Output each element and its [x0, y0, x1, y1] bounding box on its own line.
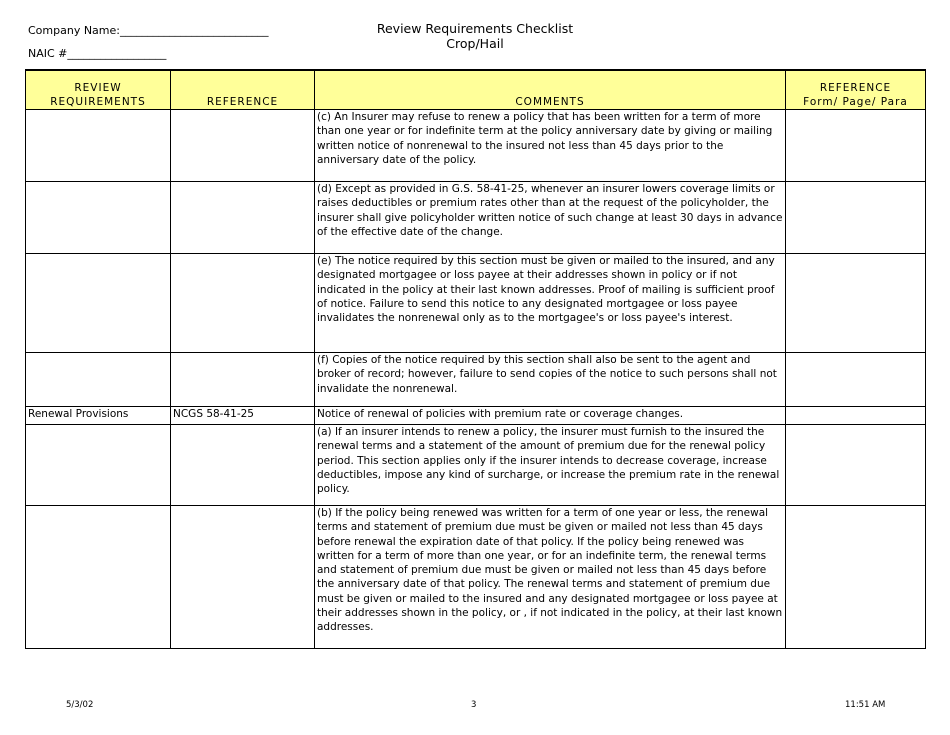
- comments-cell: (f) Copies of the notice required by this section shall also be sent to the agent and broker of record; however, failure to send copies of the notice to such persons shall not invalidate the nonrenewal.: [315, 353, 786, 407]
- reference-cell: [171, 353, 315, 407]
- form-cell: [786, 506, 926, 649]
- footer-time: 11:51 AM: [845, 700, 886, 710]
- table-row: [26, 254, 926, 353]
- footer-date: 5/3/02: [66, 700, 94, 710]
- header-review-line2: REQUIREMENTS: [50, 96, 146, 108]
- comments-cell: (a) If an insurer intends to renew a policy, the insurer must furnish to the insured the renewal terms and a statement of the amount of premium due for the renewal policy period. This section applies only if the insurer intends to decrease coverage, increase deductibles, impose any kind of surcharge, or increase the premium rate in the renewal policy.: [315, 425, 786, 506]
- table-row: [26, 506, 926, 649]
- comments-cell: (c) An Insurer may refuse to renew a policy that has been written for a term of more than one year or for indefinite term at the policy anniversary date by giving or mailing written notice of nonrenewal to the insured not less than 45 days prior to the anniversary date of the policy.: [315, 110, 786, 182]
- reference-cell: [171, 506, 315, 649]
- comments-cell: (e) The notice required by this section must be given or mailed to the insured, and any designated mortgagee or loss payee at their addresses shown in policy or if not indicated in the policy at their last known addresses. Proof of mailing is sufficient proof of notice. Failure to send this notice to any designated mortgagee or loss payee invalidates the nonrenewal only as to the mortgagee's or loss payee's interest.: [315, 254, 786, 353]
- table-row: [26, 407, 926, 425]
- reference-cell: [171, 425, 315, 506]
- table-header-row: [26, 70, 926, 110]
- review-cell: [26, 425, 171, 506]
- reference-cell: [171, 110, 315, 182]
- header-review-requirements: [26, 70, 171, 110]
- comments-cell: (d) Except as provided in G.S. 58-41-25, whenever an insurer lowers coverage limits or raises deductibles or premium rates other than at the request of the policyholder, the insurer shall give policyholder written notice of such change at least 30 days in advance of the effective date of the change.: [315, 182, 786, 254]
- review-cell: Renewal Provisions: [26, 407, 171, 425]
- table-row: [26, 110, 926, 182]
- reference-cell: [171, 182, 315, 254]
- header-ref-line1: REFERENCE: [819, 82, 892, 94]
- table-row: [26, 425, 926, 506]
- header-ref-line2: Form/ Page/ Para: [803, 96, 908, 108]
- header-reference-label: REFERENCE: [206, 96, 279, 108]
- subtitle-line: Crop/Hail: [446, 36, 504, 51]
- review-cell: [26, 110, 171, 182]
- header-comments: [315, 70, 786, 110]
- review-cell: [26, 506, 171, 649]
- form-cell: [786, 425, 926, 506]
- review-cell: [26, 353, 171, 407]
- naic-field: NAIC #__________________: [28, 47, 167, 60]
- form-cell: [786, 407, 926, 425]
- header-reference: [171, 70, 315, 110]
- reference-cell: NCGS 58-41-25: [171, 407, 315, 425]
- reference-cell: [171, 254, 315, 353]
- header-review-line1: REVIEW: [74, 82, 122, 94]
- footer-page-number: 3: [471, 700, 477, 710]
- company-name-field: Company Name:___________________________: [28, 24, 269, 37]
- page-title: [300, 21, 650, 51]
- review-cell: [26, 182, 171, 254]
- comments-cell: (b) If the policy being renewed was written for a term of one year or less, the renewal terms and statement of premium due must be given or mailed not less than 45 days before renewal the expiration date of that policy. If the policy being renewed was written for a term of more than one year, or for an indefinite term, the renewal terms and statement of premium due must be given or mailed not less than 45 days before the anniversary date of that policy. The renewal terms and statement of premium due must be given or mailed to the insured and any designated mortgagee or loss payee at their addresses shown in the policy, or , if not indicated in the policy, at their last known addresses.: [315, 506, 786, 649]
- table-row: [26, 182, 926, 254]
- review-cell: [26, 254, 171, 353]
- header-comments-label: COMMENTS: [515, 96, 585, 108]
- form-cell: [786, 182, 926, 254]
- form-cell: [786, 254, 926, 353]
- requirements-table: [25, 69, 926, 649]
- form-cell: [786, 353, 926, 407]
- header-form-page-para: [786, 70, 926, 110]
- comments-cell: Notice of renewal of policies with premium rate or coverage changes.: [315, 407, 786, 425]
- form-cell: [786, 110, 926, 182]
- title-line: Review Requirements Checklist: [376, 21, 574, 36]
- table-row: [26, 353, 926, 407]
